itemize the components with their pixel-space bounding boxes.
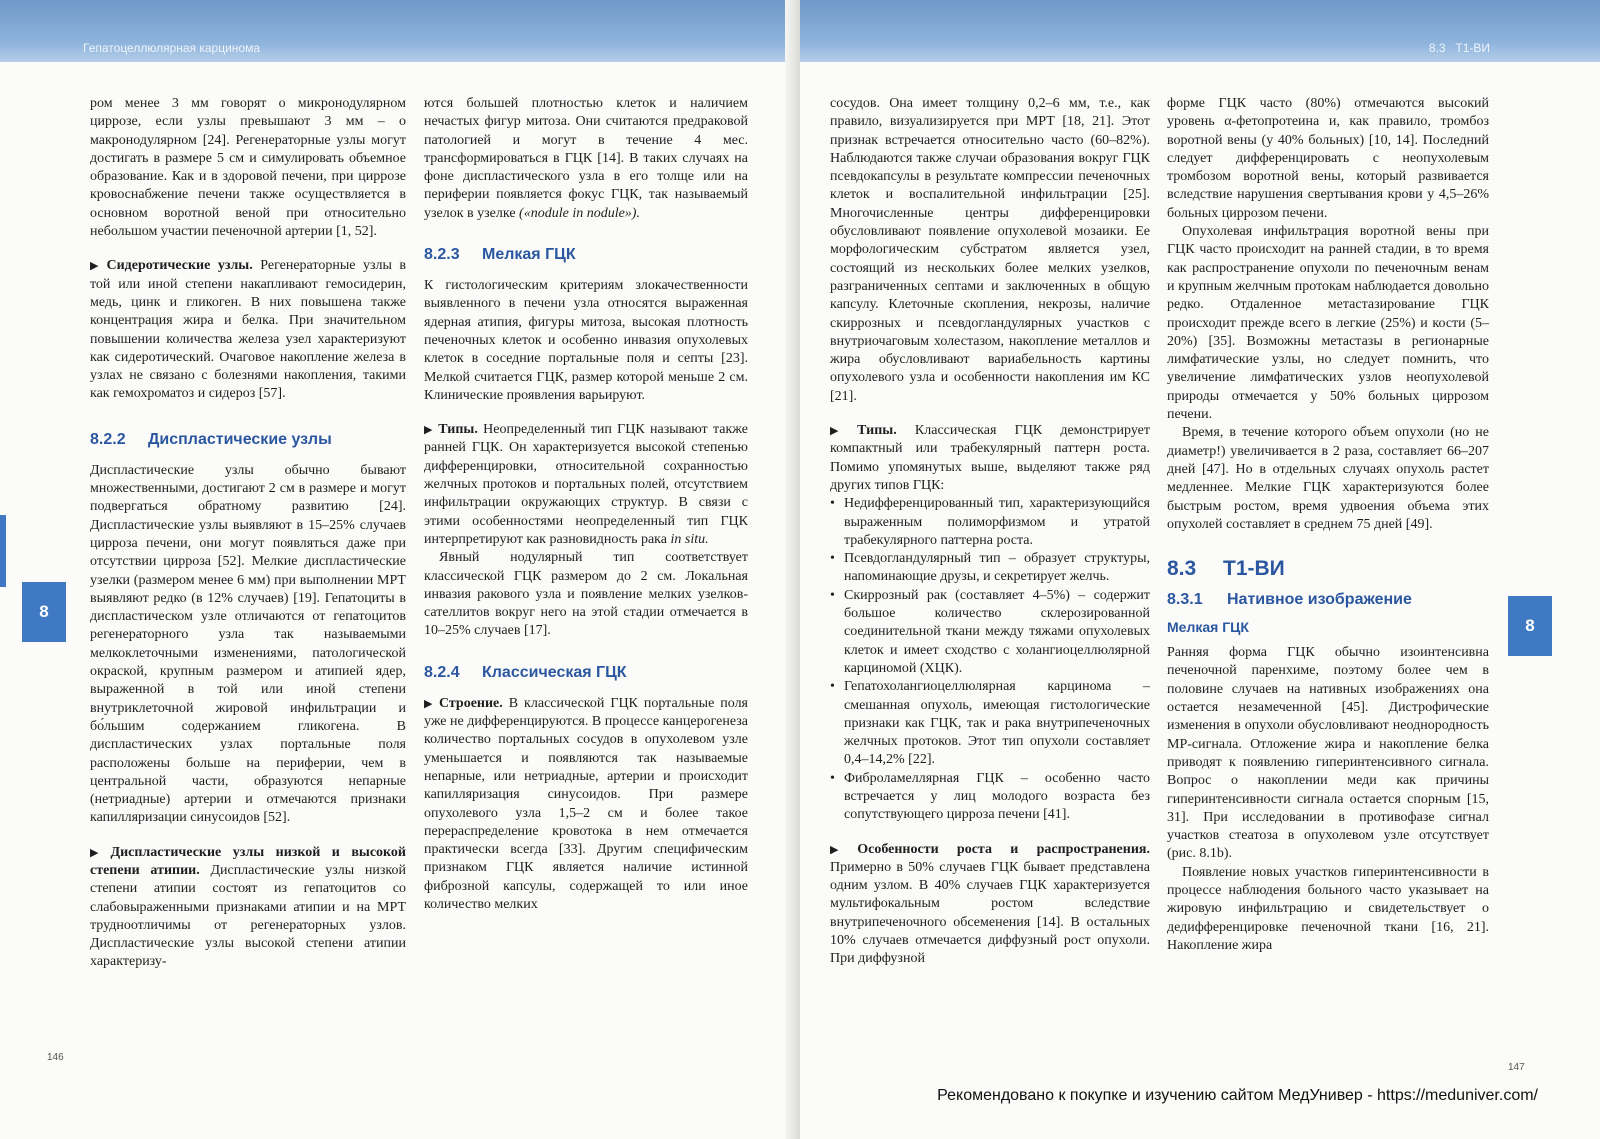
bullet-list <box>830 495 1150 824</box>
section-number: 8.2.2 <box>90 430 126 448</box>
left-column-1 <box>90 95 406 972</box>
chapter-tab-left: 8 <box>22 582 66 642</box>
paragraph-text: Классическая ГЦК демонстрирует компактный или трабекулярный паттерн роста. Помимо упомянутых выше, выделяют также ряд других типов ГЦК: <box>830 423 1150 493</box>
run-in-heading: Типы. <box>438 422 478 438</box>
triangle-bullet-icon: ▶ <box>90 846 107 859</box>
paragraph <box>424 695 748 915</box>
section-number: 8.2.3 <box>424 246 460 264</box>
list-item: • Гепатохолангиоцеллюлярная карцинома – смешанная опухоль, имеющая гистологические признаки как ГЦК, так и рака внутрипеченочных желчных протоков. Этот тип опухоли составляет 0,4–14,2% [22]. <box>830 678 1150 769</box>
paragraph <box>830 841 1150 969</box>
list-item: • Скиррозный рак (составляет 4–5%) – содержит большое количество склерозированной соединительной ткани между тяжами опухолевых клеток и имеет сходство с холангиоцеллюлярной карциномой (ХЦК). <box>830 587 1150 678</box>
paragraph: Появление новых участков гиперинтенсивности в процессе наблюдения больного часто указывает на жировую инфильтрацию и свидетельствует о дедифференцировке печеночной ткани [16, 21]. Накопление жира <box>1167 864 1489 953</box>
paragraph <box>90 844 406 972</box>
triangle-bullet-icon: ▶ <box>830 425 854 438</box>
list-item: • Недифференцированный тип, характеризующийся выраженным полиморфизмом и утратой трабекулярного паттерна роста. <box>830 495 1150 550</box>
paragraph-text: Регенераторные узлы в той или иной степени накапливают гемосидерин, медь, цинк и гликоген. В них повышена также концентрация жира и белка. При значительном повышении количества железа узел характеризуют как сидеротический. Очаговое накопление железа в узлах не связано с болезнями накопления, такими как гемохроматоз и сидероз [57]. <box>90 258 406 402</box>
triangle-bullet-icon: ▶ <box>90 260 103 273</box>
list-item: • Фиброламеллярная ГЦК – особенно часто встречается у лиц молодого возраста без сопутствующего цирроза печени [41]. <box>830 770 1150 825</box>
paragraph-text: В классической ГЦК портальные поля уже не дифференцируются. В процессе канцерогенеза количество портальных сосудов в опухолевом узле уменьшается и появляются так называемые непарные, или нетриадные, артерии и происходит капилляризация синусоидов. При размере опухолевого узла 1,5–2 см и более такое перераспределение кровотока в нем отмечается практически всегда [33]. Другим специфическим признаком ГЦК является наличие истинной фиброзной капсулы, содержащей то или иное количество мелких <box>424 695 748 912</box>
paragraph <box>424 95 748 223</box>
list-item: • Псевдогландулярный тип – образует структуры, напоминающие друзы, и секретирует желчь. <box>830 550 1150 587</box>
running-header-right: 8.3 T1-ВИ <box>1428 41 1490 55</box>
chapter-tab-bar-left <box>0 515 6 587</box>
section-number: 8.2.4 <box>424 663 460 681</box>
triangle-bullet-icon: ▶ <box>830 843 854 856</box>
paragraph: Диспластические узлы обычно бывают множественными, достигают 2 см в размере и могут подвергаться обратному развитию [24]. Диспластические узлы выявляют в 15–25% случаев цирроза печени, они могут появляться даже при отсутствии цирроза [52]. Мелкие диспластические узелки (размером менее 6 мм) при выполнении МРТ выявляют редко (в 12% случаев) [19]. Гепатоциты в диспластическом узле отличаются от гепатоцитов регенераторного узла так называемыми мелкоклеточными изменениями, патологической окраской, крупным размером и атипией ядер, выраженной в той или иной степени внутриклеточной жировой инфильтрации и бо́льшим содержанием гликогена. В диспластических узлах портальные поля расположены больше на периферии, чем в центральной части, образуются непарные (нетриадные) артерии и отмечаются признаки капилляризации синусоидов [52]. <box>90 462 406 826</box>
triangle-bullet-icon: ▶ <box>424 697 435 710</box>
paragraph: Время, в течение которого объем опухоли (но не диаметр!) увеличивается в 2 раза, составляет 66–207 дней [47]. Но в отдельных случаях опухоль растет медленнее. Мелкие ГЦК характеризуются более быстрым ростом, время удвоения объема этих опухолей составляет в среднем 75 дней [49]. <box>1167 425 1489 532</box>
section-title: Мелкая ГЦК <box>482 246 576 264</box>
paragraph: Ранняя форма ГЦК обычно изоинтенсивна печеночной паренхиме, поэтому более чем в половине случаев на нативных изображениях она остается незамеченной [45]. Дистрофические изменения в опухоли обусловливают неоднородность МР-сигнала. Отложение жира и накопление белка приводят к появлению гиперинтенсивного сигнала. Вопрос о накоплении меди как причины гиперинтенсивности сигнала остается спорным [15, 31]. При исследовании в противофазе сигнал участков стеатоза в опухолевом узле отсутствует (рис. 8.1b). <box>1167 645 1489 862</box>
paragraph-text: ются большей плотностью клеток и наличием нечастых фигур митоза. Они считаются предраковой патологией и могут в течение 4 мес. трансформироваться в ГЦК [14]. В таких случаях на фоне диспластического узла в его толще или на периферии появляется фокус ГЦК, так называемый узелок в узелке <box>424 96 748 221</box>
section-heading-8-2-4 <box>424 663 748 683</box>
watermark-footer: Рекомендовано к покупке и изучению сайтом МедУнивер - https://meduniver.com/ <box>933 1086 1542 1106</box>
run-in-heading: Строение. <box>438 695 503 711</box>
run-in-heading: Особенности роста и распространения. <box>857 841 1150 857</box>
right-page <box>800 0 1600 1139</box>
paragraph: сосудов. Она имеет толщину 0,2–6 мм, т.е., как правило, визуализируется при МРТ [18, 21]. Этот признак встречается относительно часто (60–82%). Наблюдаются также случаи образования вокруг ГЦК псевдокапсулы в результате компрессии печеночных клеток и воспалительной инфильтрации [25]. Многочисленные центры дифференцировки обусловливают появление опухолевой мозаики. Ее морфологическим субстратом является узел, состоящий из нескольких более мелких узелков, разграниченных септами и заключенных в общую капсулу. Клеточные скопления, некрозы, наличие скиррозных и псевдогландулярных участков с внутриочаговым холестазом, накопление металлов и жира обусловливают вариабельность картины опухолевого узла и особенности накопления им КС [21]. <box>830 96 1150 404</box>
section-heading-8-2-3 <box>424 245 748 265</box>
section-title: Нативное изображение <box>1227 591 1412 609</box>
run-in-heading: Диспластические узлы низкой и высокой степени атипии. <box>90 844 406 878</box>
paragraph-text: Примерно в 50% случаев ГЦК бывает представлена одним узлом. В 40% случаев ГЦК характеризуется мультифокальным ростом вследствие внутрипеченочного обсеменения [14]. В остальных 10% случаев отмечается диффузный рост опухоли. При диффузной <box>830 859 1150 967</box>
page-number-left: 146 <box>47 1052 64 1063</box>
left-column-2 <box>424 95 748 914</box>
run-in-heading: Типы. <box>857 423 897 439</box>
paragraph: Опухолевая инфильтрация воротной вены при ГЦК часто происходит на ранней стадии, в то время как распространение опухоли по печеночным венам и крупным желчным протокам наблюдается довольно редко. Отдаленное метастазирование ГЦК происходит прежде всего в легкие (25%) и кости (5–20%) [35]. Возможны метастазы в регионарные лимфатические узлы, но следует помнить, что увеличение лимфатических узлов неопухолевой природы отмечается у 50% больных циррозом печени. <box>1167 224 1489 423</box>
run-in-heading: Сидеротические узлы. <box>106 258 253 274</box>
paragraph: форме ГЦК часто (80%) отмечаются высокий уровень α-фетопротеина и, как правило, тромбоз воротной вены (у 40% больных) [10, 14]. Последний следует дифференцировать с неопухолевым тромбозом воротной вены, который развивается вследствие нарушения свертывания крови у 4,5–26% больных циррозом печени. <box>1167 96 1489 221</box>
section-title: Классическая ГЦК <box>482 663 627 681</box>
section-heading-8-3 <box>1167 556 1489 582</box>
section-title: Диспластические узлы <box>148 430 332 448</box>
section-title: T1-ВИ <box>1223 557 1285 581</box>
right-column-1 <box>830 95 1150 969</box>
paragraph <box>424 421 748 549</box>
italic-text: in situ. <box>670 531 709 547</box>
paragraph: К гистологическим критериям злокачественности выявленного в печени узла относятся выраженная ядерная атипия, фигуры митоза, высокая плотность печеночных клеток и особенно инвазия опухолевых клеток в соседние портальные поля и септы [23]. Мелкой считается ГЦК, размер которой меньше 2 см. Клинические проявления варьируют. <box>424 278 748 403</box>
left-page <box>0 0 790 1139</box>
running-header-left: Гепатоцеллюлярная карцинома <box>83 41 261 55</box>
triangle-bullet-icon: ▶ <box>424 424 435 437</box>
page-number-right: 147 <box>1508 1062 1525 1073</box>
chapter-tab-right: 8 <box>1508 596 1552 656</box>
subsection-heading: Мелкая ГЦК <box>1167 619 1249 636</box>
section-number: 8.3 <box>1167 557 1197 581</box>
paragraph: Явный нодулярный тип соответствует классической ГЦК размером до 2 см. Локальная инвазия ракового узла и появление мелких узелков-сателлитов вокруг него на этой стадии отмечается в 10–25% случаев [17]. <box>424 550 748 639</box>
section-number: 8.3.1 <box>1167 591 1203 609</box>
paragraph <box>90 257 406 403</box>
paragraph: ром менее 3 мм говорят о микронодулярном циррозе, если узлы превышают 3 мм – о макронодулярном [24]. Регенераторные узлы могут достигать в размере 5 см и симулировать объемное образование. Как и в здоровой печени, при циррозе кровоснабжение печени также осуществляется в основном воротной веной при относительно небольшом участии печеночной артерии [1, 52]. <box>90 96 406 240</box>
paragraph <box>830 422 1150 495</box>
section-heading-8-3-1 <box>1167 590 1489 610</box>
paragraph-text: Диспластические узлы низкой степени атипии состоят из гепатоцитов со слабовыраженными признаками атипии и на МРТ трудноотличимы от регенераторных узлов. Диспластические узлы высокой степени атипии характеризу- <box>90 862 406 970</box>
paragraph-text: Неопределенный тип ГЦК называют также ранней ГЦК. Он характеризуется высокой степенью дифференцировки, относительной сохранностью желчных протоков и портальных полей, отсутствием инфильтрации окружающих структур. В связи с этими особенностями неопределенный тип ГЦК интерпретируют как разновидность рака <box>424 422 748 547</box>
right-column-2 <box>1167 95 1489 955</box>
section-heading-8-2-2 <box>90 430 406 450</box>
italic-text: («nodule in nodule»). <box>519 205 640 221</box>
